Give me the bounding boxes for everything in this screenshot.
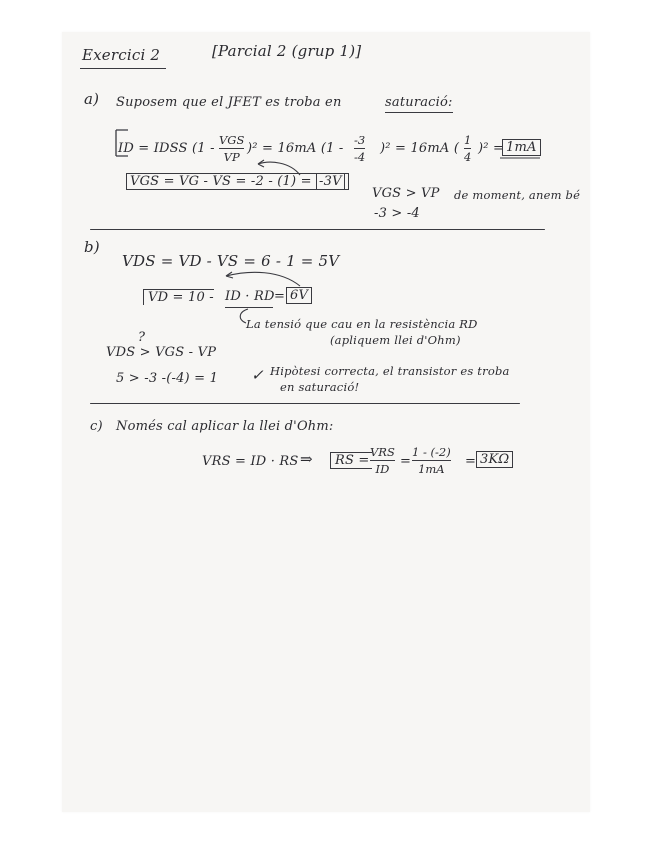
frac-den: 1mA [418,462,445,476]
frac-num: -3 [354,133,366,147]
exercise-title: Exercici 2 [82,46,161,64]
conclusion-line-2: en saturació! [280,380,360,394]
vd-equation-end: = [274,289,286,304]
vd-underlined-term: ID · RD [225,289,275,304]
saturation-check: VDS > VGS - VP [106,345,217,360]
frac-den: 4 [464,150,472,164]
condition-vgs-vp: VGS > VP [372,186,440,201]
part-c-intro: Només cal aplicar la llei d'Ohm: [116,419,334,434]
frac-den: VP [223,150,240,164]
part-a-intro: Suposem que el JFET es troba en [116,95,342,110]
id-result-box: 1mA [502,139,541,156]
implies-arrow: ⇒ [300,450,313,468]
rs-equals-1: = [400,454,412,469]
frac-num: VRS [370,445,395,459]
vd-equation-lhs: VD = 10 - [143,289,214,305]
rs-lhs: RS = [330,452,372,469]
id-formula-mid2: )² = 16mA ( [380,141,460,156]
frac-den: -4 [354,150,366,164]
check-tick-icon: ✓ [251,366,264,384]
id-formula-lhs: ID = IDSS (1 - [118,141,215,156]
condition-note: de moment, anem bé [454,188,581,202]
vrs-equation: VRS = ID · RS [202,454,299,469]
part-a-label: a) [84,90,100,108]
frac-den: ID [375,462,390,476]
resistor-note: La tensió que cau en la resistència RD [246,317,478,331]
vgs-formula-lhs: VGS = VG - VS = -2 - (1) = [130,174,312,189]
ohm-note: (apliquem llei d'Ohm) [330,333,461,347]
rs-equals-2: = [465,454,477,469]
rs-result: 3KΩ [476,451,513,468]
condition-values: -3 > -4 [374,206,420,221]
exam-subtitle: [Parcial 2 (grup 1)] [212,42,362,60]
vgs-result: -3V [316,173,345,190]
part-a-intro-underlined: saturació: [385,95,453,110]
part-b-label: b) [84,238,100,256]
frac-num: VGS [219,133,245,147]
id-formula-end: )² = [478,141,505,156]
check-values: 5 > -3 -(-4) = 1 [116,371,219,386]
frac-num: 1 [464,133,472,147]
vds-equation: VDS = VD - VS = 6 - 1 = 5V [122,252,340,270]
part-c-label: c) [90,419,103,434]
conclusion-line-1: Hipòtesi correcta, el transistor es troba [270,364,510,378]
vd-result: 6V [286,287,312,304]
frac-num: 1 - (-2) [412,445,451,459]
question-mark: ? [138,330,146,345]
id-formula-mid: )² = 16mA (1 - [247,141,344,156]
